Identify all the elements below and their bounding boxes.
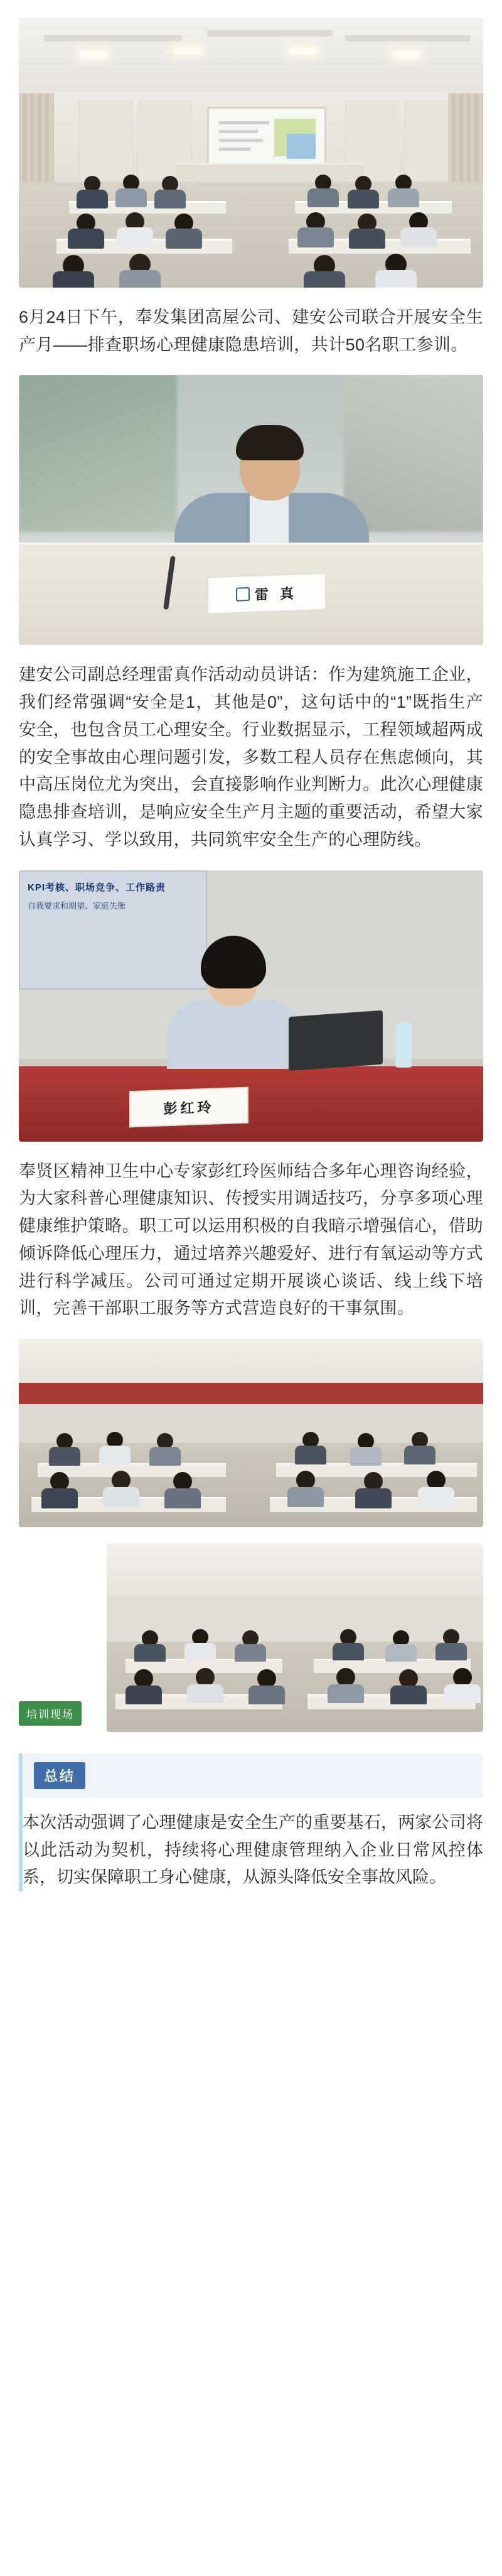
ceiling-light (79, 51, 108, 58)
photo-speaker-lei-zhen (19, 375, 483, 645)
attendee-body (287, 1487, 324, 1507)
attendee-body (187, 1684, 223, 1703)
attendee-body (103, 1487, 139, 1507)
summary-badge-row (23, 1753, 483, 1798)
attendee-body (68, 229, 104, 249)
attendee-body (53, 271, 94, 288)
photo-training-site (107, 1544, 483, 1732)
background-right (344, 375, 483, 531)
speaker-body (167, 1000, 302, 1069)
ceiling (19, 1339, 483, 1383)
ceiling-light (173, 48, 202, 54)
attendee-body (400, 227, 437, 247)
projector-slide (19, 870, 207, 990)
curtain (448, 93, 483, 187)
attendee-body (307, 188, 339, 207)
red-table-band (19, 1383, 483, 1404)
speaker-hair (236, 425, 304, 460)
wall (107, 1598, 483, 1642)
photo3-scene (19, 870, 483, 1142)
photo1-scene (19, 18, 483, 288)
attendee-body (119, 270, 161, 288)
photo-audience-rows (19, 1339, 483, 1527)
slide-title-text: KPI考核、职场竞争、工作路责 (28, 882, 166, 893)
slide-line (219, 139, 263, 142)
attendee-body (435, 1643, 467, 1660)
attendee-body (375, 270, 417, 288)
photo4-scene (19, 1339, 483, 1527)
attendee-body (297, 227, 334, 247)
attendee-body (41, 1488, 78, 1508)
paragraph-peng-hongling-content: 奉贤区精神卫生中心专家彭红玲医师结合多年心理咨询经验，为大家科普心理健康知识、传授实用调适技巧，分享多项心理健康维护策略。职工可以运用积极的自我暗示增强信心，借助倾诉降低心理压力，通过培养兴趣爱好、进行有氧运动等方式进行科学减压。公司可通过定期开展谈心谈话、线上线下培训，完善干部职工服务等方式营造良好的干事氛围。 (19, 1161, 483, 1318)
ceiling-light (289, 48, 318, 54)
attendee-body (125, 1686, 162, 1704)
attendee-body (235, 1644, 266, 1662)
attendee-body (149, 1447, 181, 1466)
photo-speaker-peng-hongling (19, 870, 483, 1142)
photo-training-site-wrap (19, 1544, 483, 1732)
attendee-body (184, 1643, 216, 1660)
summary-section (19, 1753, 483, 1891)
speaker-hair (201, 936, 266, 988)
attendee-body (134, 1644, 166, 1662)
paragraph-lei-zhen-speech: 建安公司副总经理雷真作活动动员讲话：作为建筑施工企业，我们经常强调“安全是1，其他是0”，这句话中的“1”既指生产安全，也包含员工心理安全。行业数据显示，工程领域超两成的安全事故由心理问题引发，多数工程人员存在焦虑倾向，其中高压岗位尤为突出，会直接影响作业判断力。此次心理健康隐患排查培训，是响应安全生产月主题的重要活动，希望大家认真学习、学以致用，共同筑牢安全生产的心理防线。 (19, 665, 483, 849)
attendee-body (355, 1488, 392, 1508)
ceiling (107, 1544, 483, 1598)
attendee-body (385, 1644, 417, 1662)
nameplate-label: 雷 真 (254, 585, 298, 603)
ceiling-beam (44, 35, 182, 41)
company-logo-icon (236, 587, 250, 602)
attendee-body (164, 1488, 201, 1508)
attendee-body (117, 227, 153, 247)
slide-shape-blue (287, 134, 316, 159)
attendee-body (295, 1446, 326, 1464)
presenter-desk (176, 163, 364, 180)
nameplate (207, 573, 326, 615)
attendee-body (115, 188, 147, 207)
attendee-body (444, 1684, 481, 1703)
photo2-scene (19, 375, 483, 645)
attendee-body (404, 1446, 435, 1464)
wall-panel (79, 100, 133, 182)
red-table (19, 1066, 483, 1142)
ceiling-light (392, 51, 420, 58)
attendee-body (350, 1447, 382, 1466)
attendee-body (77, 190, 108, 208)
slide-line (219, 148, 250, 151)
slide-line (219, 121, 269, 124)
water-bottle (395, 1022, 412, 1068)
slide-subtitle-text: 自我要求和期望、家庭失衡 (28, 901, 126, 911)
slide-line (219, 130, 258, 133)
attendee-body (348, 190, 379, 208)
summary-badge: 总结 (34, 1762, 85, 1789)
attendee-body (248, 1686, 285, 1704)
attendee-body (390, 1686, 427, 1704)
attendee-body (49, 1447, 80, 1466)
attendee-body (418, 1487, 454, 1507)
background-left (19, 375, 177, 531)
attendee-body (328, 1684, 364, 1703)
ceiling-beam (207, 30, 333, 36)
photo-conference-room-wide (19, 18, 483, 288)
attendee-body (304, 271, 345, 288)
attendee-body (166, 229, 202, 249)
attendee-body (333, 1643, 364, 1660)
curtain (19, 93, 54, 187)
attendee-body (154, 190, 186, 208)
attendee-body (388, 188, 419, 207)
training-site-badge: 培训现场 (19, 1701, 82, 1726)
attendee-body (99, 1446, 131, 1464)
laptop (289, 1010, 383, 1070)
summary-text: 本次活动强调了心理健康是安全生产的重要基石，两家公司将以此活动为契机，持续将心理健康管理纳入企业日常风控体系，切实保障职工身心健康，从源头降低安全事故风险。 (23, 1813, 483, 1887)
nameplate (129, 1086, 248, 1127)
paragraph-intro: 6月24日下午，奉发集团高屋公司、建安公司联合开展安全生产月——排查职场心理健康隐患培训，共计50名职工参训。 (19, 308, 483, 354)
attendee-body (349, 229, 385, 249)
ceiling-beam (345, 35, 471, 41)
nameplate-label: 彭红玲 (163, 1098, 215, 1117)
